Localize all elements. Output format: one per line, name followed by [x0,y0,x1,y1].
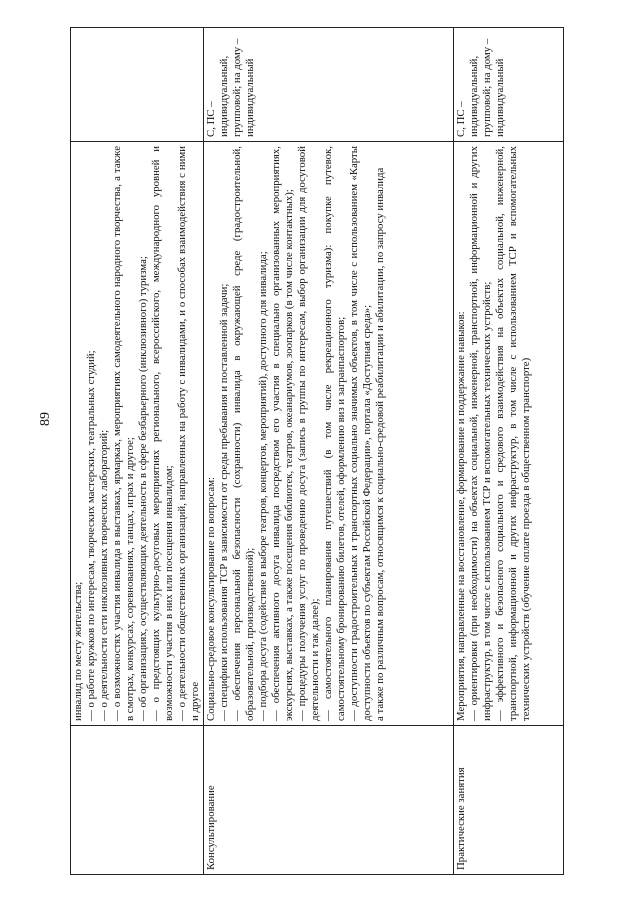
description-line: — о деятельности сети инклюзивных творческих лабораторий; [98,429,110,721]
description-line: — доступности градостроительных и транспортных социально значимых объектов, в том числе с использованием «Карты доступности объектов по субъектам Российской Федерации», портала «Доступная среда»; [348,146,373,721]
description-line: а также по различным вопросам, относящимся к социально-средовой реабилитации и абилитации, по запросу инвалида [374,167,386,721]
description-line: — эффективного и безопасного социального и средового взаимодействия на объектах социальной, инженерной, транспортной, информационной и других инфраструктур, в том числе с использованием ТСР и вспомогательных технических устройств (обучение оплате проезда в общественном транспорте) [494,146,532,721]
description-line: — о возможностях участия инвалида в выставках, ярмарках, мероприятиях самодеятельного народного творчества, а также в смотрах, конкурсах, соревнованиях, танцах, играх и другое; [111,146,136,721]
table-row [204,28,454,875]
service-cell [71,726,204,875]
description-line: — о работе кружков по интересам, творческих мастерских, театральных студий; [85,350,97,721]
description-line: — самостоятельного планирования путешествий (в том числе рекреационного туризма): покупке путевок, самостоятельному бронированию билетов, отелей, оформлению виз и загранпаспортов; [322,146,347,721]
description-line: — процедуры получения услуг по проведению досуга (запись в группы по интересам, выбор организации для досуговой деятельности и так далее); [296,146,321,721]
description-line: — подбора досуга (содействие в выборе театров, концертов, мероприятий), доступного для инвалида; [257,251,269,721]
service-cell: Консультирование [204,726,454,875]
description-line: Мероприятия, направленные на восстановление, формирование и поддержание навыков: [455,311,467,721]
description-line: Социально-средовое консультирование по вопросам: [205,476,217,721]
form-cell [71,28,204,142]
form-cell: С, ПС – индивидуальный, групповой; на дому – индивидуальный [454,28,564,142]
description-line: — об организациях, осуществляющих деятельность в сфере безбарьерного (инклюзивного) туризма; [137,256,149,721]
description-line: — о деятельности общественных организаций, направленных на работу с инвалидами, и о способах взаимодействия с ними и другое [176,146,201,721]
description-line: — о предстоящих культурно-досуговых мероприятиях регионального, всероссийского, международного уровней и возможности участия в них или посещения инвалидом; [150,146,175,721]
table-row [454,28,564,875]
description-cell [204,142,454,726]
rotated-page [70,35,570,875]
service-cell: Практические занятия [454,726,564,875]
description-line: — обеспечения активного досуга инвалида посредством его участия в специально организованных мероприятиях, экскурсиях, выставках, а также посещения библиотек, театров, океанариумов, зоопарков (в том числе контактных); [270,146,295,721]
description-cell [454,142,564,726]
services-table [70,27,564,875]
description-line: — специфики использования ТСР в зависимости от среды пребывания и поставленной задачи; [218,283,230,721]
description-line: — ориентировки (при необходимости) на объектах социальной, инженерной, транспортной, информационной и других инфраструктур, в том числе с использованием ТСР и вспомогательных технических устройств; [468,146,493,721]
description-cell [71,142,204,726]
page-number: 89 [38,412,53,426]
description-line: инвалид по месту жительства; [72,581,84,721]
form-cell: С, ПС – индивидуальный, групповой; на дому – индивидуальный [204,28,454,142]
description-line: — обеспечения персональной безопасности (сохранности) инвалида в окружающей среде (градостроительной, образовательной, производственной); [231,146,256,721]
table-row [71,28,204,875]
